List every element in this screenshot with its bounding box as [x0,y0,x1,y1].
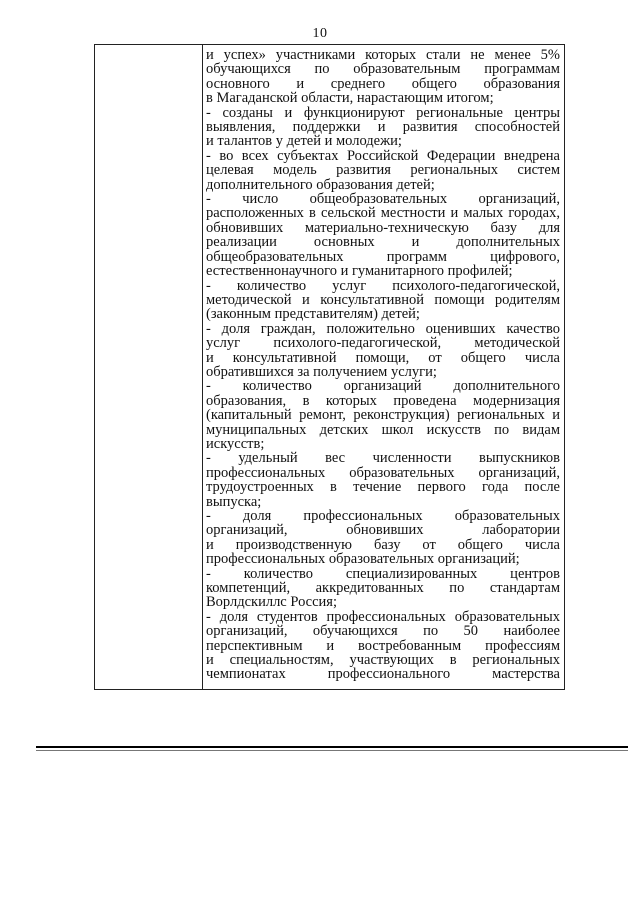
text-line: выявления, поддержки и развития способностей [206,119,560,136]
text-line: образования, в которых проведена модернизация [206,392,560,409]
text-line: компетенций, аккредитованных по стандартам [206,580,560,597]
text-line: целевая модель развития региональных систем [206,162,560,179]
text-line: выпуска; [206,493,262,510]
text-line: - созданы и функционируют региональные центры [206,104,560,121]
text-line: обратившихся за получением услуги; [206,363,437,380]
text-line: муниципальных детских школ искусств по видам [206,421,560,438]
page-bottom-rule [36,746,628,748]
text-line: организаций, обучающихся по 50 наиболее [206,623,560,640]
text-line: реализации основных и дополнительных [206,234,560,251]
text-line: - количество специализированных центров [206,565,560,582]
text-line: и консультативной помощи, от общего числа [206,349,560,366]
text-line: и талантов у детей и молодежи; [206,133,402,150]
text-line: (законным представителям) детей; [206,306,420,323]
text-line: профессиональных образовательных организаций, [206,464,560,481]
text-line: расположенных в сельской местности и малых городах, [206,205,560,222]
text-line: (капитальный ремонт, реконструкция) региональных и [206,407,560,424]
text-line: и производственную базу от общего числа [206,536,560,553]
document-table [94,44,565,690]
text-line: трудоустроенных в течение первого года после [206,479,560,496]
right-column-cell [203,48,560,689]
text-line: профессиональных образовательных организаций; [206,551,520,568]
text-line: чемпионатах профессионального мастерства [206,666,560,683]
text-line: обновивших материально-техническую базу для [206,219,560,236]
text-line: - количество организаций дополнительного [206,378,560,395]
text-line: методической и консультативной помощи родителям [206,291,560,308]
text-line: Ворлдскиллс Россия; [206,594,338,611]
text-line: дополнительного образования детей; [206,176,435,193]
page-bottom-rule-thin [36,750,628,751]
text-line: - количество услуг психолого-педагогической, [206,277,560,294]
text-line: - во всех субъектах Российской Федерации внедрена [206,147,560,164]
text-line: - число общеобразовательных организаций, [206,191,560,208]
text-line: и успех» участниками которых стали не менее 5% [206,47,560,63]
text-line: и специальностям, участвующих в региональных [206,652,560,669]
text-line: искусств; [206,435,265,452]
text-line: - доля профессиональных образовательных [206,508,560,524]
text-line: естественнонаучного и гуманитарного профилей; [206,263,513,280]
text-line: перспективным и востребованным профессиям [206,637,560,654]
text-line: - удельный вес численности выпускников [206,450,560,467]
text-line: в Магаданской области, нарастающим итогом; [206,90,494,107]
text-line: организаций, обновивших лаборатории [206,522,560,539]
text-line: обучающихся по образовательным программам [206,61,560,78]
text-line: основного и среднего общего образования [206,75,560,92]
text-line: - доля граждан, положительно оценивших качество [206,320,560,337]
page-number: 10 [312,26,328,41]
text-line: - доля студентов профессиональных образовательных [206,608,560,625]
text-line: общеобразовательных программ цифрового, [206,248,560,265]
text-line: услуг психолого-педагогической, методической [206,335,560,352]
